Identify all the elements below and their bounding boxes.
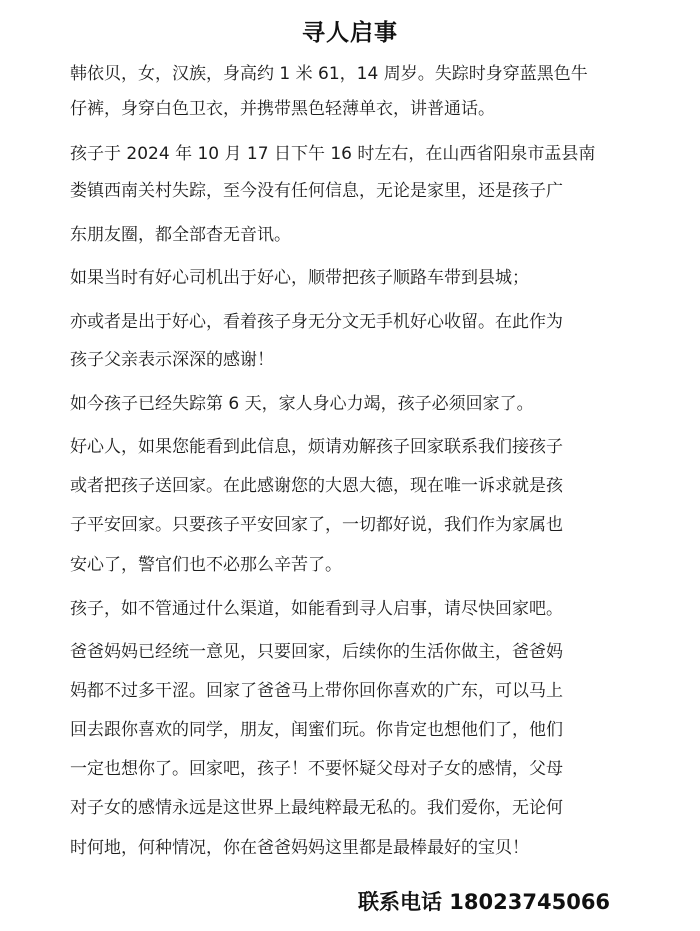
notice-line: 时何地，何种情况，你在爸爸妈妈这里都是最棒最好的宝贝！ xyxy=(70,838,529,858)
notice-line: 东朋友圈，都全部杳无音讯。 xyxy=(70,225,291,245)
notice-line: 仔裤，身穿白色卫衣，并携带黑色轻薄单衣，讲普通话。 xyxy=(70,99,495,119)
notice-line: 一定也想你了。回家吧，孩子！不要怀疑父母对子女的感情，父母 xyxy=(70,759,563,779)
notice-line: 对子女的感情永远是这世界上最纯粹最无私的。我们爱你，无论何 xyxy=(70,798,563,818)
notice-line: 孩子父亲表示深深的感谢！ xyxy=(70,350,274,370)
notice-line: 或者把孩子送回家。在此感谢您的大恩大德，现在唯一诉求就是孩 xyxy=(70,476,563,496)
notice-line: 爸爸妈妈已经统一意见，只要回家，后续你的生活你做主，爸爸妈 xyxy=(70,642,563,662)
notice-title: 寻人启事 xyxy=(302,20,398,46)
notice-line: 韩依贝，女，汉族，身高约 1 米 61，14 周岁。失踪时身穿蓝黑色牛 xyxy=(70,64,588,84)
notice-line: 安心了，警官们也不必那么辛苦了。 xyxy=(70,555,342,575)
notice-line: 回去跟你喜欢的同学，朋友，闺蜜们玩。你肯定也想他们了，他们 xyxy=(70,720,563,740)
notice-line: 妈都不过多干涩。回家了爸爸马上带你回你喜欢的广东，可以马上 xyxy=(70,681,563,701)
notice-line: 如今孩子已经失踪第 6 天，家人身心力竭，孩子必须回家了。 xyxy=(70,394,534,414)
contact-phone: 联系电话 18023745066 xyxy=(358,890,611,914)
notice-line: 孩子于 2024 年 10 月 17 日下午 16 时左右，在山西省阳泉市盂县南 xyxy=(70,144,596,164)
notice-line: 子平安回家。只要孩子平安回家了，一切都好说，我们作为家属也 xyxy=(70,515,563,535)
notice-line: 如果当时有好心司机出于好心，顺带把孩子顺路车带到县城； xyxy=(70,268,529,288)
notice-line: 亦或者是出于好心，看着孩子身无分文无手机好心收留。在此作为 xyxy=(70,312,563,332)
notice-line: 娄镇西南关村失踪，至今没有任何信息，无论是家里，还是孩子广 xyxy=(70,181,563,201)
notice-line: 好心人，如果您能看到此信息，烦请劝解孩子回家联系我们接孩子 xyxy=(70,437,563,457)
notice-line: 孩子，如不管通过什么渠道，如能看到寻人启事，请尽快回家吧。 xyxy=(70,599,563,619)
